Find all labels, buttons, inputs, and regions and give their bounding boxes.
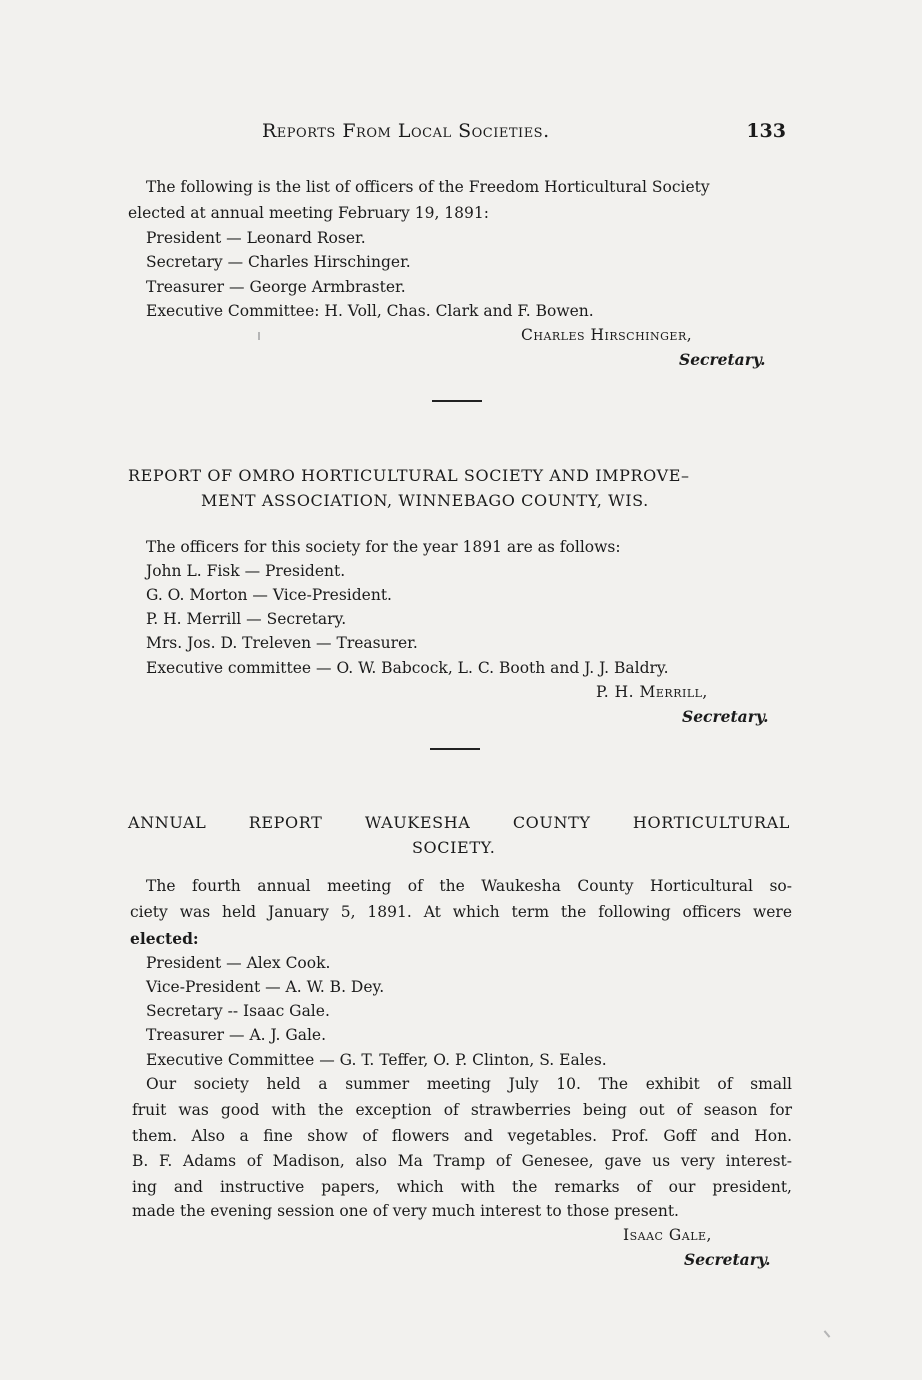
waukesha-intro-line-2: ciety was held January 5, 1891. At which term the following officers were — [130, 903, 792, 921]
waukesha-signer: Isaac Gale, — [623, 1226, 712, 1244]
waukesha-president: President — Alex Cook. — [146, 954, 331, 972]
waukesha-paragraph-line-4: B. F. Adams of Madison, also Ma Tramp of Genesee, gave us very interest- — [132, 1152, 792, 1170]
waukesha-vice-president: Vice-President — A. W. B. Dey. — [146, 978, 385, 996]
freedom-signer: Charles Hirschinger, — [521, 326, 693, 344]
omro-intro: The officers for this society for the year 1891 are as follows: — [146, 538, 621, 556]
freedom-intro-line-2: elected at annual meeting February 19, 1891: — [128, 204, 489, 222]
waukesha-signer-title: Secretary. — [684, 1250, 771, 1269]
freedom-signer-title: Secretary. — [679, 350, 766, 369]
section-divider — [430, 748, 480, 750]
omro-vice-president: G. O. Morton — Vice-President. — [146, 586, 392, 604]
omro-signer-title: Secretary. — [682, 707, 769, 726]
omro-signer: P. H. Merrill, — [596, 683, 708, 701]
waukesha-secretary: Secretary -- Isaac Gale. — [146, 1002, 330, 1020]
freedom-treasurer: Treasurer — George Armbraster. — [146, 278, 406, 296]
omro-secretary: P. H. Merrill — Secretary. — [146, 610, 347, 628]
waukesha-paragraph-line-5: ing and instructive papers, which with the remarks of our president, — [132, 1178, 792, 1196]
waukesha-intro-line-3: elected: — [130, 929, 199, 948]
waukesha-heading-line-2: SOCIETY. — [412, 838, 496, 857]
waukesha-paragraph-line-3: them. Also a fine show of flowers and vegetables. Prof. Goff and Hon. — [132, 1127, 792, 1145]
scan-speck — [824, 1330, 831, 1337]
freedom-intro-line-1: The following is the list of officers of the Freedom Horticultural Society — [146, 178, 710, 196]
page-number: 133 — [746, 120, 786, 142]
freedom-executive-committee: Executive Committee: H. Voll, Chas. Clark and F. Bowen. — [146, 302, 594, 320]
page-header — [130, 120, 790, 146]
omro-president: John L. Fisk — President. — [146, 562, 346, 580]
waukesha-intro-line-1: The fourth annual meeting of the Waukesha County Horticultural so- — [146, 877, 792, 895]
waukesha-paragraph-line-6: made the evening session one of very much interest to those present. — [132, 1202, 679, 1220]
waukesha-heading-line-1: ANNUAL REPORT WAUKESHA COUNTY HORTICULTURAL — [128, 813, 790, 832]
scan-speck — [258, 332, 260, 340]
waukesha-paragraph-line-1: Our society held a summer meeting July 10. The exhibit of small — [146, 1075, 792, 1093]
waukesha-executive-committee: Executive Committee — G. T. Teffer, O. P. Clinton, S. Eales. — [146, 1051, 607, 1069]
waukesha-paragraph-line-2: fruit was good with the exception of strawberries being out of season for — [132, 1101, 792, 1119]
omro-heading-line-1: REPORT OF OMRO HORTICULTURAL SOCIETY AND IMPROVE– — [128, 466, 690, 485]
waukesha-treasurer: Treasurer — A. J. Gale. — [146, 1026, 327, 1044]
omro-treasurer: Mrs. Jos. D. Treleven — Treasurer. — [146, 634, 418, 652]
omro-executive-committee: Executive committee — O. W. Babcock, L. C. Booth and J. J. Baldry. — [146, 659, 669, 677]
freedom-secretary: Secretary — Charles Hirschinger. — [146, 253, 411, 271]
running-head: Reports From Local Societies. — [262, 120, 550, 142]
omro-heading-line-2: MENT ASSOCIATION, WINNEBAGO COUNTY, WIS. — [201, 491, 649, 510]
section-divider — [432, 400, 482, 402]
freedom-president: President — Leonard Roser. — [146, 229, 366, 247]
